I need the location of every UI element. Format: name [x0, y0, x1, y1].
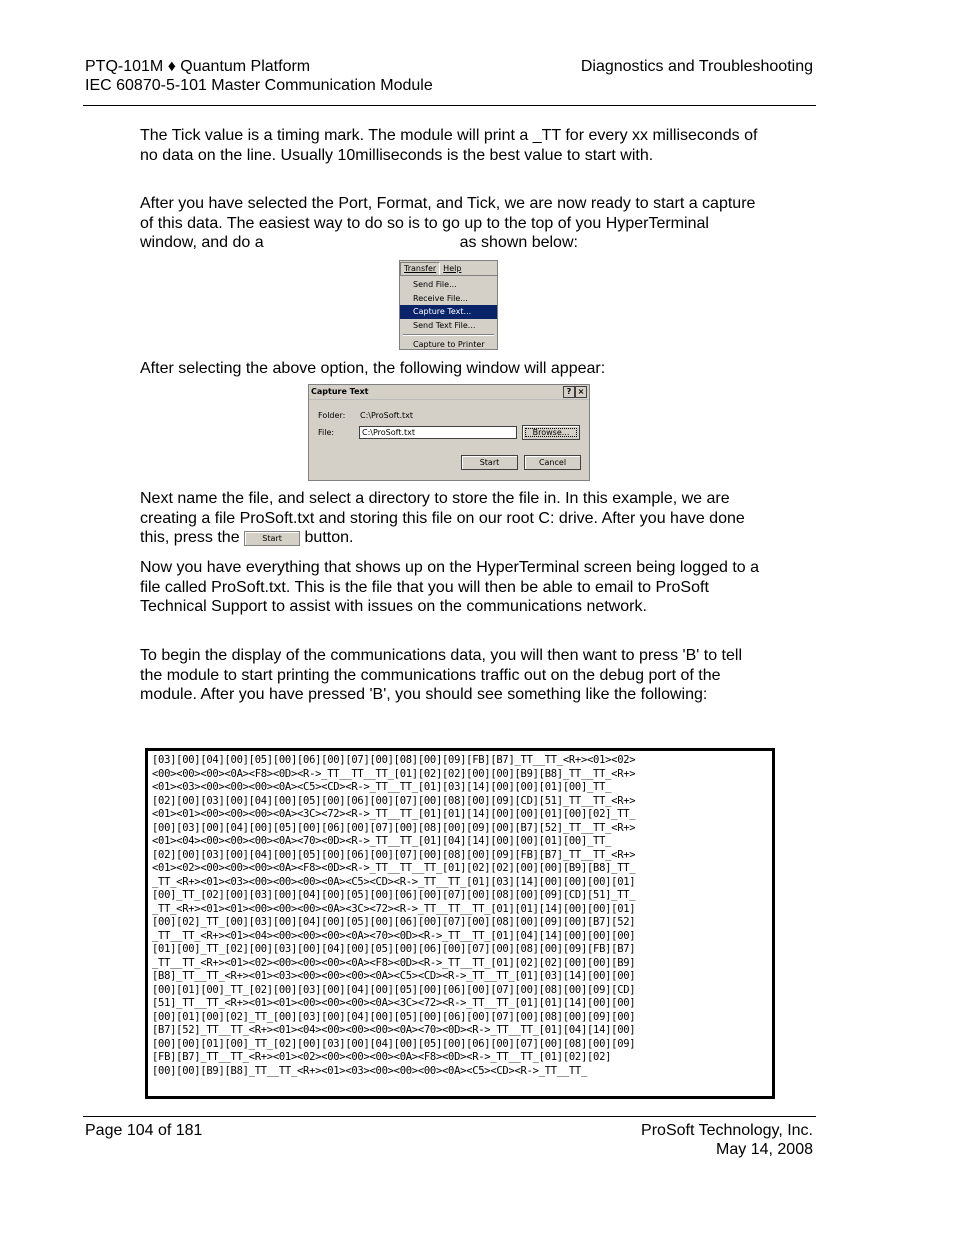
browse-button[interactable]: Browse... [522, 425, 580, 440]
capture-text-dialog [308, 384, 590, 481]
menu-item-send-text-file[interactable]: Send Text File... [413, 320, 476, 330]
file-label: File: [318, 428, 335, 437]
cancel-button[interactable]: Cancel [524, 455, 581, 470]
menu-separator [403, 334, 494, 336]
dialog-title-bar [309, 385, 589, 400]
folder-value: C:\ProSoft.txt [360, 411, 414, 420]
footer-company: ProSoft Technology, Inc. [641, 1122, 813, 1139]
paragraph-capture-intro-text: After you have selected the Port, Format, and Tick, we are now ready to start a capture of this data. The easiest way to do so is to go up to the top of you HyperTerminal window, and do a [140, 195, 756, 251]
paragraph-capture-intro-tail: as shown below: [459, 234, 578, 251]
paragraph-capture-intro [140, 194, 765, 253]
menu-transfer[interactable]: Transfer [400, 262, 440, 275]
menu-item-receive-file[interactable]: Receive File... [413, 293, 468, 303]
menu-item-send-file[interactable]: Send File... [413, 280, 457, 289]
header-section-title: Diagnostics and Troubleshooting [580, 58, 813, 75]
footer-rule [83, 1116, 816, 1117]
paragraph-window-appear: After selecting the above option, the following window will appear: [140, 360, 606, 377]
menu-item-capture-to-printer[interactable]: Capture to Printer [413, 340, 485, 349]
paragraph-name-file-tail: button. [304, 529, 354, 546]
terminal-text: [03][00][04][00][05][00][06][00][07][00][08][00][09][FB][B7]_TT__TT_<R+><01><02> <00><00><00><0A><F8><0D><R->_TT__TT__TT_[01][02][02][00][00][B9][B8]_TT__TT_<R+> <01><03><00><00><00><0A><C5><CD><R->_TT__TT_[01][03][14][00][00][01][00]_TT_ [02][00][03][00][04][00][05][00][06][00][07][00][08][00][09][CD][51]_TT__TT_<R+> <01><01><00><00><00><0A><3C><72><R->_TT__TT_[01][01][14][00][00][01][00][02]_TT_ [00][03][00][04][00][05][00][06][00][07][00][08][00][09][00][B7][52]_TT__TT_<R+> <01><04><00><00><00><0A><70><0D><R->_TT__TT_[01][04][14][00][00][01][00]_TT_ [02][00][03][00][04][00][05][00][06][00][07][00][08][00][09][FB][B7]_TT__TT_<R+> <01><02><00><00><00><0A><F8><0D><R->_TT__TT__TT_[01][02][02][00][00][B9][B8]_TT_ _TT_<R+><01><03><00><00><00><0A><C5><CD><R->_TT__TT_[01][03][14][00][00][00][01] [00]_TT_[02][00][03][00][04][00][05][00][06][00][07][00][08][00][09][CD][51]_TT_ _TT_<R+><01><01><00><00><00><0A><3C><72><R->_TT__TT__TT_[01][01][14][00][00][01] [00][02]_TT_[00][03][00][04][00][05][00][06][00][07][00][08][00][09][00][B7][52] _TT__TT_<R+><01><04><00><00><00><0A><70><0D><R->_TT__TT_[01][04][14][00][00][00] [01][00]_TT_[02][00][03][00][04][00][05][00][06][00][07][00][08][00][09][FB][B7] _TT__TT_<R+><01><02><00><00><00><0A><F8><0D><R->_TT__TT_[01][02][02][00][00][B9] [B8]_TT__TT_<R+><01><03><00><00><00><0A><C5><CD><R->_TT__TT_[01][03][14][00][00] [00][01][00]_TT_[02][00][03][00][04][00][05][00][06][00][07][00][08][00][09][CD] [51]_TT__TT_<R+><01><01><00><00><00><0A><3C><72><R->_TT__TT_[01][01][14][00][00] [00][01][00][02]_TT_[00][03][00][04][00][05][00][06][00][07][00][08][00][09][00] [B7][52]_TT__TT_<R+><01><04><00><00><00><0A><70><0D><R->_TT__TT_[01][04][14][00] [00][00][01][00]_TT_[02][00][03][00][04][00][05][00][06][00][07][00][08][00][09] [FB][B7]_TT__TT_<R+><01><02><00><00><00><0A><F8><0D><R->_TT__TT_[01][02][02] [00][00][B9][B8]_TT__TT_<R+><01><03><00><00><00><0A><C5><CD><R->_TT__TT_ [152, 754, 636, 1077]
menu-item-capture-text[interactable]: Capture Text... [400, 305, 497, 319]
folder-label: Folder: [318, 411, 346, 420]
menu-bar [400, 261, 497, 276]
file-input[interactable]: C:\ProSoft.txt [359, 426, 517, 439]
transfer-menu-screenshot [399, 260, 498, 350]
header-rule [83, 105, 816, 106]
close-icon[interactable]: × [575, 386, 587, 398]
start-button[interactable]: Start [461, 455, 518, 470]
header-product-line: PTQ-101M ♦ Quantum Platform [85, 58, 311, 75]
header-module-title: IEC 60870-5-101 Master Communication Module [85, 77, 433, 94]
paragraph-tick-value: The Tick value is a timing mark. The module will print a _TT for every xx milliseconds of no data on the line. Usually 10milliseconds is the best value to start with. [140, 127, 758, 164]
footer-date: May 14, 2008 [716, 1141, 813, 1158]
paragraph-logging: Now you have everything that shows up on the HyperTerminal screen being logged to a file called ProSoft.txt. This is the file that you will then be able to email to ProSoft Technical Support to assist with issues on the communications network. [140, 559, 760, 615]
paragraph-press-b: To begin the display of the communications data, you will then want to press 'B' to tell the module to start printing the communications traffic out on the debug port of the module. After you have pressed 'B', you should see something like the following: [140, 647, 742, 703]
help-icon[interactable]: ? [563, 386, 575, 398]
inline-start-button: Start [244, 531, 300, 546]
dialog-title: Capture Text [311, 387, 369, 396]
footer-page-number: Page 104 of 181 [85, 1122, 203, 1139]
terminal-output [145, 748, 775, 1099]
paragraph-name-file [140, 489, 765, 548]
menu-help[interactable]: Help [443, 263, 462, 273]
paragraph-name-file-text: Next name the file, and select a directory to store the file in. In this example, we are creating a file ProSoft.txt and storing this file on our root C: drive. After you have done this, press the [140, 490, 745, 546]
